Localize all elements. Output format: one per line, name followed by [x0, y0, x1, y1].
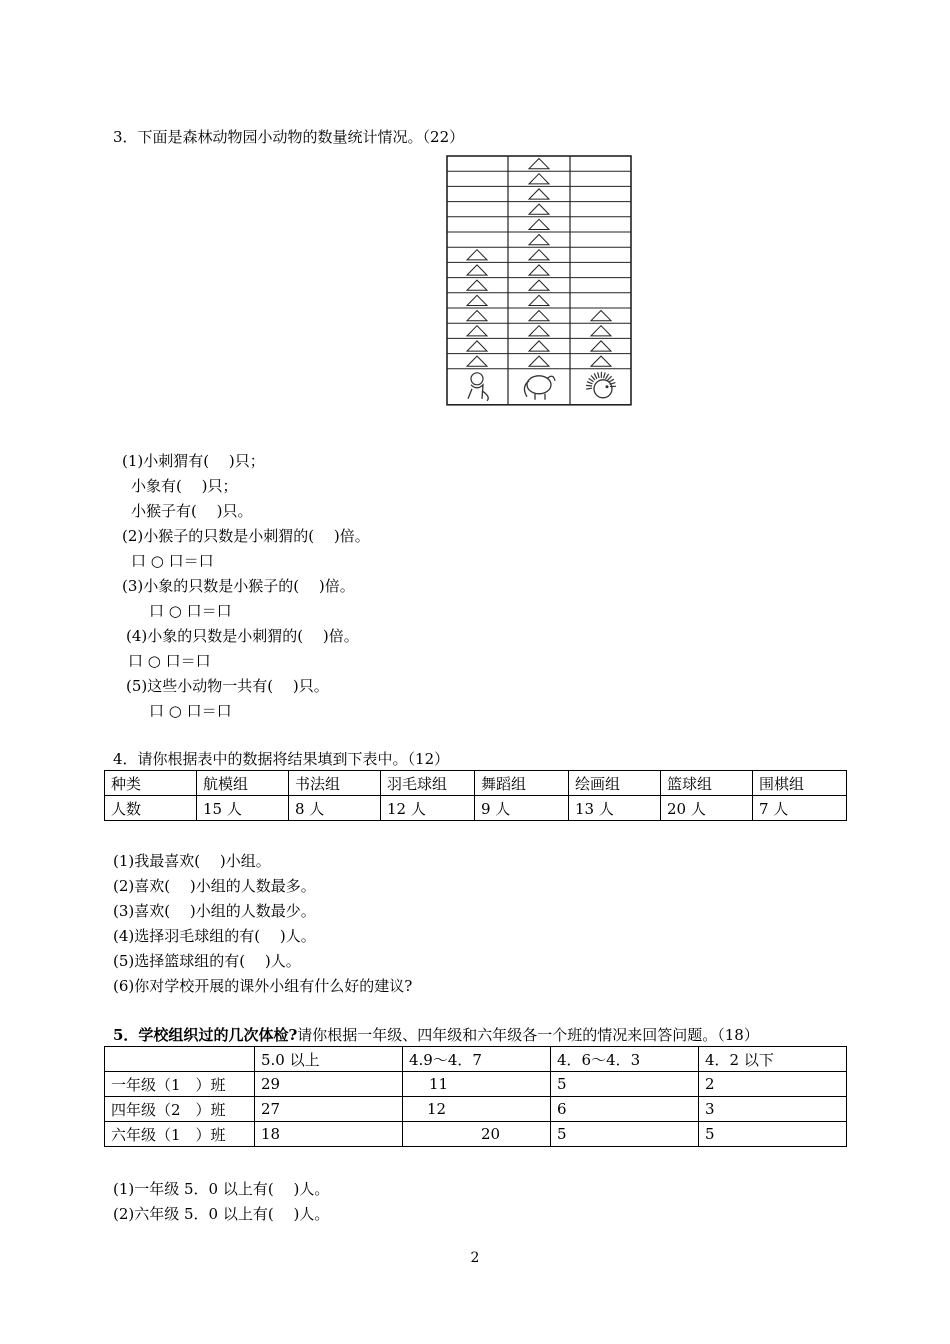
triangle-icon	[467, 326, 487, 336]
q5-table-cell: 18	[255, 1122, 403, 1147]
triangle-icon	[591, 326, 611, 336]
q5-table-cell: 5	[699, 1122, 847, 1147]
q4-table-cell: 8 人	[289, 796, 381, 821]
triangle-icon	[529, 265, 549, 275]
q4-item-2: (2)喜欢( )小组的人数最多。	[113, 877, 316, 895]
monkey-body-icon	[468, 385, 488, 401]
q3-equation-4: 口 ○ 口＝口	[128, 652, 211, 670]
q4-table-row	[105, 771, 847, 796]
q5-table-cell: 5.0 以上	[255, 1047, 403, 1072]
triangle-icon	[529, 311, 549, 321]
triangle-icon	[591, 341, 611, 351]
q4-table-cell: 篮球组	[661, 771, 753, 796]
q3-item-1c: 小猴子有( )只。	[131, 502, 253, 520]
q5-title-bold: 5．学校组织过的几次体检?	[113, 1026, 298, 1044]
q4-table-cell: 书法组	[289, 771, 381, 796]
q4-table-cell: 绘画组	[569, 771, 661, 796]
q4-table-cell: 航模组	[197, 771, 289, 796]
q4-table	[104, 770, 847, 821]
q4-table-cell: 围棋组	[753, 771, 847, 796]
q5-table-cell: 29	[255, 1072, 403, 1097]
q4-item-4: (4)选择羽毛球组的有( )人。	[113, 927, 316, 945]
q5-item-2: (2)六年级 5．0 以上有( )人。	[113, 1205, 330, 1223]
triangle-icon	[467, 341, 487, 351]
triangle-icon	[529, 235, 549, 245]
triangle-icon	[529, 326, 549, 336]
q4-item-5: (5)选择篮球组的有( )人。	[113, 952, 301, 970]
q3-equation-2: 口 ○ 口＝口	[131, 552, 214, 570]
triangle-icon	[529, 341, 549, 351]
q4-table-cell: 20 人	[661, 796, 753, 821]
q5-table-cell	[105, 1047, 255, 1072]
pictograph-chart	[446, 154, 632, 408]
triangle-icon	[467, 265, 487, 275]
q3-item-5: (5)这些小动物一共有( )只。	[126, 677, 329, 695]
q5-table-row	[105, 1122, 847, 1147]
q5-table-cell: 2	[699, 1072, 847, 1097]
triangle-icon	[529, 356, 549, 366]
q5-table-row	[105, 1072, 847, 1097]
q4-table-cell: 人数	[105, 796, 197, 821]
q4-table-row	[105, 796, 847, 821]
q5-table-cell: 20	[403, 1122, 551, 1147]
q4-item-3: (3)喜欢( )小组的人数最少。	[113, 902, 316, 920]
triangle-icon	[467, 311, 487, 321]
q5-table-cell: 4．2 以下	[699, 1047, 847, 1072]
page-number: 2	[470, 1250, 480, 1266]
triangle-icon	[591, 356, 611, 366]
q4-item-6: (6)你对学校开展的课外小组有什么好的建议?	[113, 977, 413, 995]
triangle-icon	[529, 219, 549, 229]
triangle-icon	[467, 295, 487, 305]
triangle-icon	[529, 204, 549, 214]
triangle-icon	[529, 159, 549, 169]
triangle-icon	[529, 189, 549, 199]
hedgehog-icon	[594, 380, 612, 398]
q4-item-1: (1)我最喜欢( )小组。	[113, 852, 271, 870]
q3-item-4: (4)小象的只数是小刺猬的( )倍。	[126, 627, 359, 645]
q5-table-cell: 六年级（1 ）班	[105, 1122, 255, 1147]
triangle-icon	[529, 295, 549, 305]
triangle-icon	[529, 280, 549, 290]
q5-table-cell: 6	[551, 1097, 699, 1122]
q5-table-cell: 5	[551, 1072, 699, 1097]
q3-title: 3．下面是森林动物园小动物的数量统计情况。（22）	[113, 128, 465, 146]
q5-title	[113, 1024, 759, 1045]
q4-table-cell: 13 人	[569, 796, 661, 821]
q4-title: 4．请你根据表中的数据将结果填到下表中。（12）	[113, 750, 450, 768]
q5-table-cell: 4.9～4．7	[403, 1047, 551, 1072]
q3-item-3: (3)小象的只数是小猴子的( )倍。	[122, 577, 355, 595]
triangle-icon	[591, 311, 611, 321]
triangle-icon	[529, 174, 549, 184]
triangle-icon	[529, 250, 549, 260]
q4-table-cell: 舞蹈组	[475, 771, 569, 796]
q5-title-rest: 请你根据一年级、四年级和六年级各一个班的情况来回答问题。（18）	[297, 1026, 759, 1044]
q5-table-cell: 11	[403, 1072, 551, 1097]
q5-table-cell: 5	[551, 1122, 699, 1147]
q5-table-cell: 一年级（1 ）班	[105, 1072, 255, 1097]
q4-table-cell: 种类	[105, 771, 197, 796]
triangle-icon	[467, 280, 487, 290]
q4-table-cell: 9 人	[475, 796, 569, 821]
q3-item-1: (1)小刺猬有( )只；	[122, 452, 265, 470]
triangle-icon	[467, 356, 487, 366]
hedgehog-eye-icon	[606, 385, 609, 388]
triangle-icon	[467, 250, 487, 260]
q5-table-row	[105, 1097, 847, 1122]
q5-table-cell: 27	[255, 1097, 403, 1122]
q5-table-row	[105, 1047, 847, 1072]
q4-table-cell: 羽毛球组	[381, 771, 475, 796]
q3-item-2: (2)小猴子的只数是小刺猬的( )倍。	[122, 527, 370, 545]
q5-table	[104, 1046, 847, 1147]
q4-table-cell: 15 人	[197, 796, 289, 821]
q4-table-cell: 12 人	[381, 796, 475, 821]
q5-table-cell: 12	[403, 1097, 551, 1122]
q4-table-cell: 7 人	[753, 796, 847, 821]
q3-equation-3: 口 ○ 口＝口	[149, 602, 232, 620]
q5-table-cell: 4．6～4．3	[551, 1047, 699, 1072]
q3-equation-5: 口 ○ 口＝口	[149, 702, 232, 720]
q3-item-1b: 小象有( )只；	[131, 477, 238, 495]
q5-table-cell: 四年级（2 ）班	[105, 1097, 255, 1122]
q5-item-1: (1)一年级 5．0 以上有( )人。	[113, 1180, 330, 1198]
q5-table-cell: 3	[699, 1097, 847, 1122]
monkey-icon	[471, 373, 483, 385]
